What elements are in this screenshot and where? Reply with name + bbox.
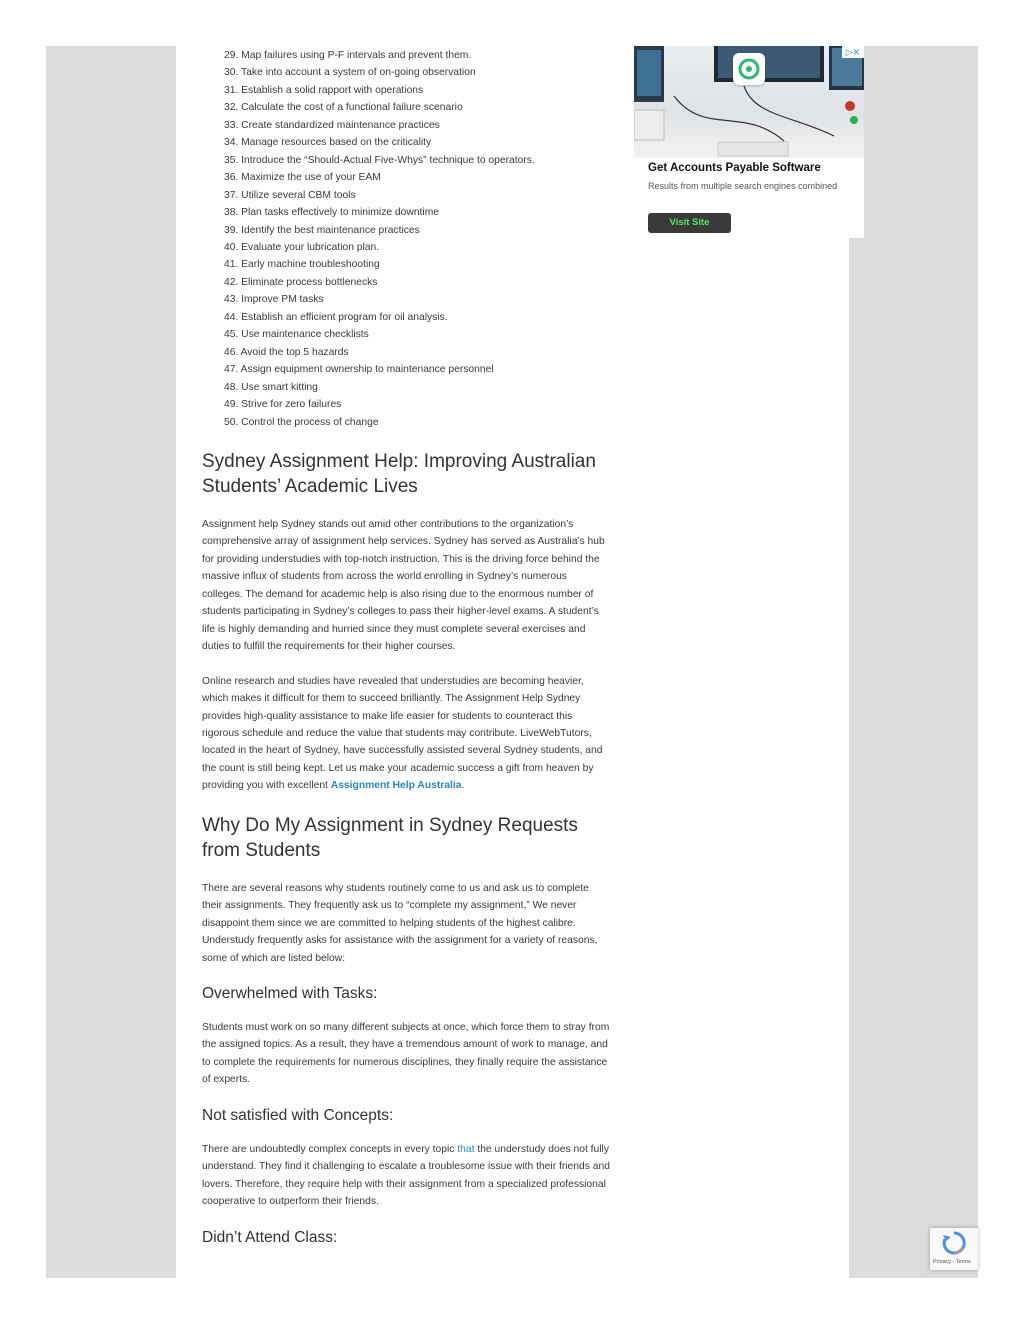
list-item: 48. Use smart kitting — [224, 381, 318, 393]
paragraph: Online research and studies have revealed that understudies are becoming heavier, which makes it difficult for them to succeed brilliantly. The Assignment Help Sydney provides high-quality assistance to make life easier for students to counteract this rigorous schedule and reduce the value that students may contribute. LiveWebTutors, located in the heart of Sydney, have successfully assisted several Sydney students, and the count is still being kept. Let us make your academic success a gift from heaven by providing you with excellent Assignment Help Australia. — [202, 675, 603, 792]
assignment-help-australia-link[interactable]: Assignment Help Australia — [330, 780, 462, 792]
list-item: 41. Early machine troubleshooting — [224, 259, 380, 271]
list-item: 33. Create standardized maintenance practices — [224, 119, 440, 131]
list-item: 50. Control the process of change — [224, 416, 379, 428]
recaptcha-links[interactable]: Privacy - Terms — [933, 1259, 971, 1265]
maintenance-tips-list — [202, 46, 610, 431]
list-item: 30. Take into account a system of on-going observation — [224, 67, 476, 79]
paragraph: Students must work on so many different subjects at once, which force them to stray from the assigned topics. As a result, they have a tremendous amount of work to manage, and to complete the requirements for numerous disciplines, they finally require the assistance of experts. — [202, 1022, 610, 1086]
section-heading-why: Why Do My Assignment in Sydney Requests from Students — [202, 814, 578, 861]
ad-title: Get Accounts Payable Software — [648, 162, 821, 174]
list-item: 29. Map failures using P-F intervals and prevent them. — [224, 50, 472, 61]
list-item: 49. Strive for zero failures — [224, 399, 342, 411]
paragraph: Assignment help Sydney stands out amid other contributions to the organization’s comprehensive array of assignment help services. Sydney has served as Australia’s hub for providing understudies with top-notch instruction. This is the driving force behind the massive influx of students from across the world enrolling in Sydney’s numerous colleges. The demand for academic help is also rising due to the enormous number of students participating in Sydney’s colleges to pass their higher-level exams. A student’s life is highly demanding and hurried since they must complete several exercises and duties to fulfill the requirements for their higher courses. — [202, 518, 605, 653]
list-item: 43. Improve PM tasks — [224, 294, 324, 306]
list-item: 32. Calculate the cost of a functional failure scenario — [224, 102, 463, 114]
list-item: 45. Use maintenance checklists — [224, 329, 369, 341]
subheading-overwhelmed: Overwhelmed with Tasks: — [202, 985, 378, 1003]
list-item: 40. Evaluate your lubrication plan. — [224, 241, 380, 253]
article — [202, 46, 610, 1248]
visit-site-button[interactable]: Visit Site — [648, 213, 731, 233]
list-item: 44. Establish an efficient program for oil analysis. — [224, 311, 448, 323]
ad-logo-icon — [733, 53, 765, 85]
list-item: 39. Identify the best maintenance practices — [224, 224, 420, 236]
ad-choices-icon[interactable]: ▷✕ — [842, 46, 864, 58]
list-item: 37. Utilize several CBM tools — [224, 189, 356, 201]
list-item: 35. Introduce the “Should-Actual Five-Whys” technique to operators. — [224, 154, 535, 166]
list-item: 46. Avoid the top 5 hazards — [224, 346, 349, 358]
list-item: 36. Maximize the use of your EAM — [224, 172, 381, 184]
list-item: 47. Assign equipment ownership to maintenance personnel — [224, 364, 494, 376]
advertisement[interactable] — [634, 46, 864, 238]
section-heading-sydney: Sydney Assignment Help: Improving Australian Students’ Academic Lives — [202, 450, 596, 497]
list-item: 34. Manage resources based on the criticality — [224, 137, 432, 149]
list-item: 42. Eliminate process bottlenecks — [224, 276, 378, 288]
list-item: 38. Plan tasks effectively to minimize downtime — [224, 207, 439, 219]
list-item: 31. Establish a solid rapport with operations — [224, 84, 424, 96]
recaptcha-badge[interactable] — [930, 1228, 978, 1270]
paragraph: There are undoubtedly complex concepts in every topic that the understudy does not fully understand. They find it challenging to escalate a troublesome issue with their friends and lovers. Therefore, they require help with their assignment from a specialized professional cooperative to outperform their friends. — [202, 1143, 610, 1208]
that-link[interactable]: that — [457, 1143, 475, 1155]
subheading-attend: Didn’t Attend Class: — [202, 1228, 338, 1246]
subheading-concepts: Not satisfied with Concepts: — [202, 1106, 394, 1124]
paragraph: There are several reasons why students routinely come to us and ask us to complete their assignments. They frequently ask us to “complete my assignment,” We never disappoint them since we are committed to helping students of the highest calibre. Understudy frequently asks for assistance with the assignment for a variety of reasons, some of which are listed below: — [202, 882, 598, 964]
ad-subtitle: Results from multiple search engines combined — [648, 181, 838, 191]
recaptcha-icon — [930, 1228, 978, 1258]
